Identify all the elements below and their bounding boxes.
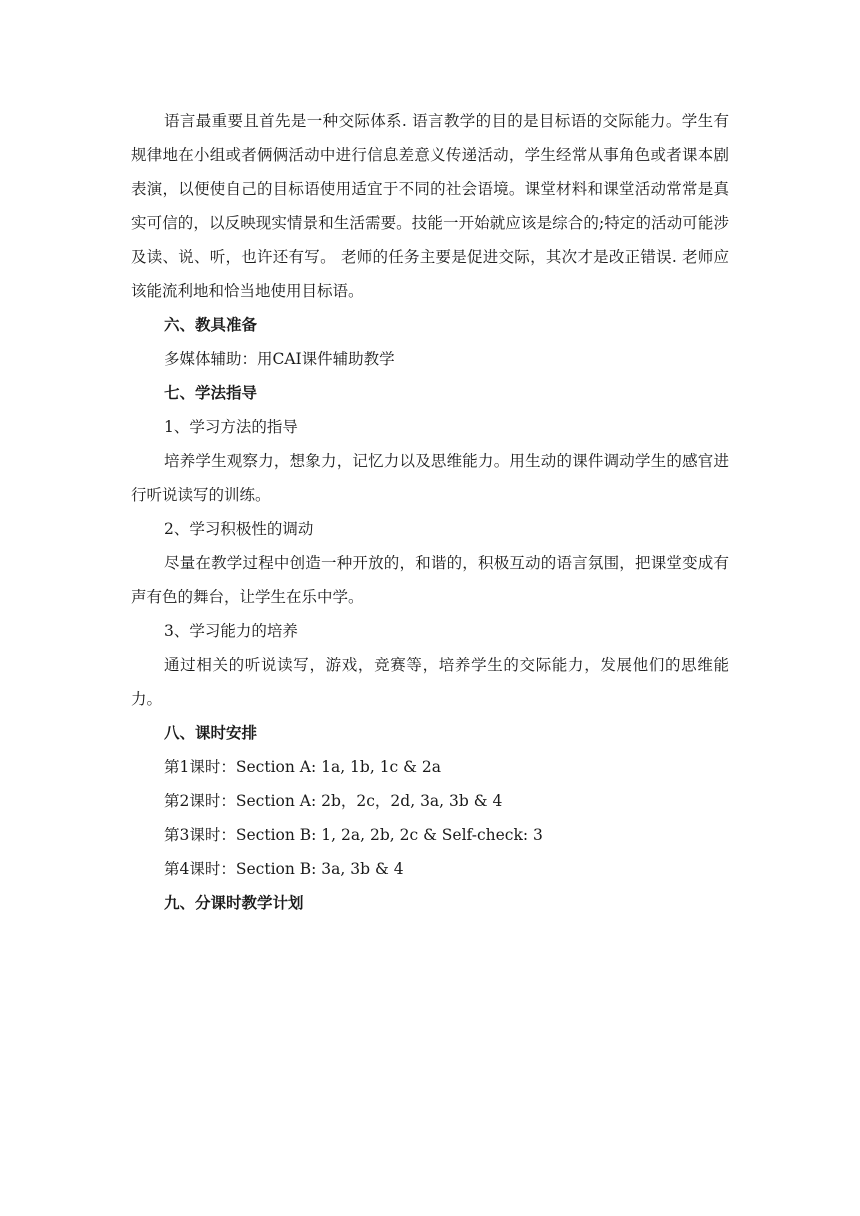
section-6-text: 多媒体辅助：用CAI课件辅助教学 bbox=[164, 350, 395, 368]
lesson-3: 第3课时：Section B: 1, 2a, 2b, 2c & Self-check: 3 bbox=[164, 826, 543, 844]
section-8-heading: 八、课时安排 bbox=[164, 724, 258, 742]
study-method-text: 培养学生观察力，想象力，记忆力以及思维能力。用生动的课件调动学生的感官进行听说读写的训练。 bbox=[131, 452, 729, 504]
lesson-4: 第4课时：Section B: 3a, 3b & 4 bbox=[164, 860, 404, 878]
ability-title: 3、学习能力的培养 bbox=[164, 622, 298, 640]
section-6-heading: 六、教具准备 bbox=[164, 316, 258, 334]
lesson-2: 第2课时：Section A: 2b，2c，2d, 3a, 3b & 4 bbox=[164, 792, 503, 810]
ability-text: 通过相关的听说读写，游戏，竞赛等，培养学生的交际能力，发展他们的思维能力。 bbox=[131, 656, 729, 708]
lesson-1: 第1课时：Section A: 1a, 1b, 1c & 2a bbox=[164, 758, 441, 776]
document-page bbox=[131, 104, 729, 920]
section-7-heading: 七、学法指导 bbox=[164, 384, 258, 402]
intro-paragraph: 语言最重要且首先是一种交际体系. 语言教学的目的是目标语的交际能力。学生有规律地在小组或者俩俩活动中进行信息差意义传递活动，学生经常从事角色或者课本剧表演，以便使自己的目标语使用适宜于不同的社会语境。课堂材料和课堂活动常常是真实可信的，以反映现实情景和生活需要。技能一开始就应该是综合的;特定的活动可能涉及读、说、听，也许还有写。 老师的任务主要是促进交际，其次才是改正错误. 老师应该能流利地和恰当地使用目标语。 bbox=[131, 112, 729, 300]
motivation-title: 2、学习积极性的调动 bbox=[164, 520, 314, 538]
motivation-text: 尽量在教学过程中创造一种开放的，和谐的，积极互动的语言氛围，把课堂变成有声有色的舞台，让学生在乐中学。 bbox=[131, 554, 729, 606]
section-9-heading: 九、分课时教学计划 bbox=[164, 894, 304, 912]
study-method-title: 1、学习方法的指导 bbox=[164, 418, 298, 436]
